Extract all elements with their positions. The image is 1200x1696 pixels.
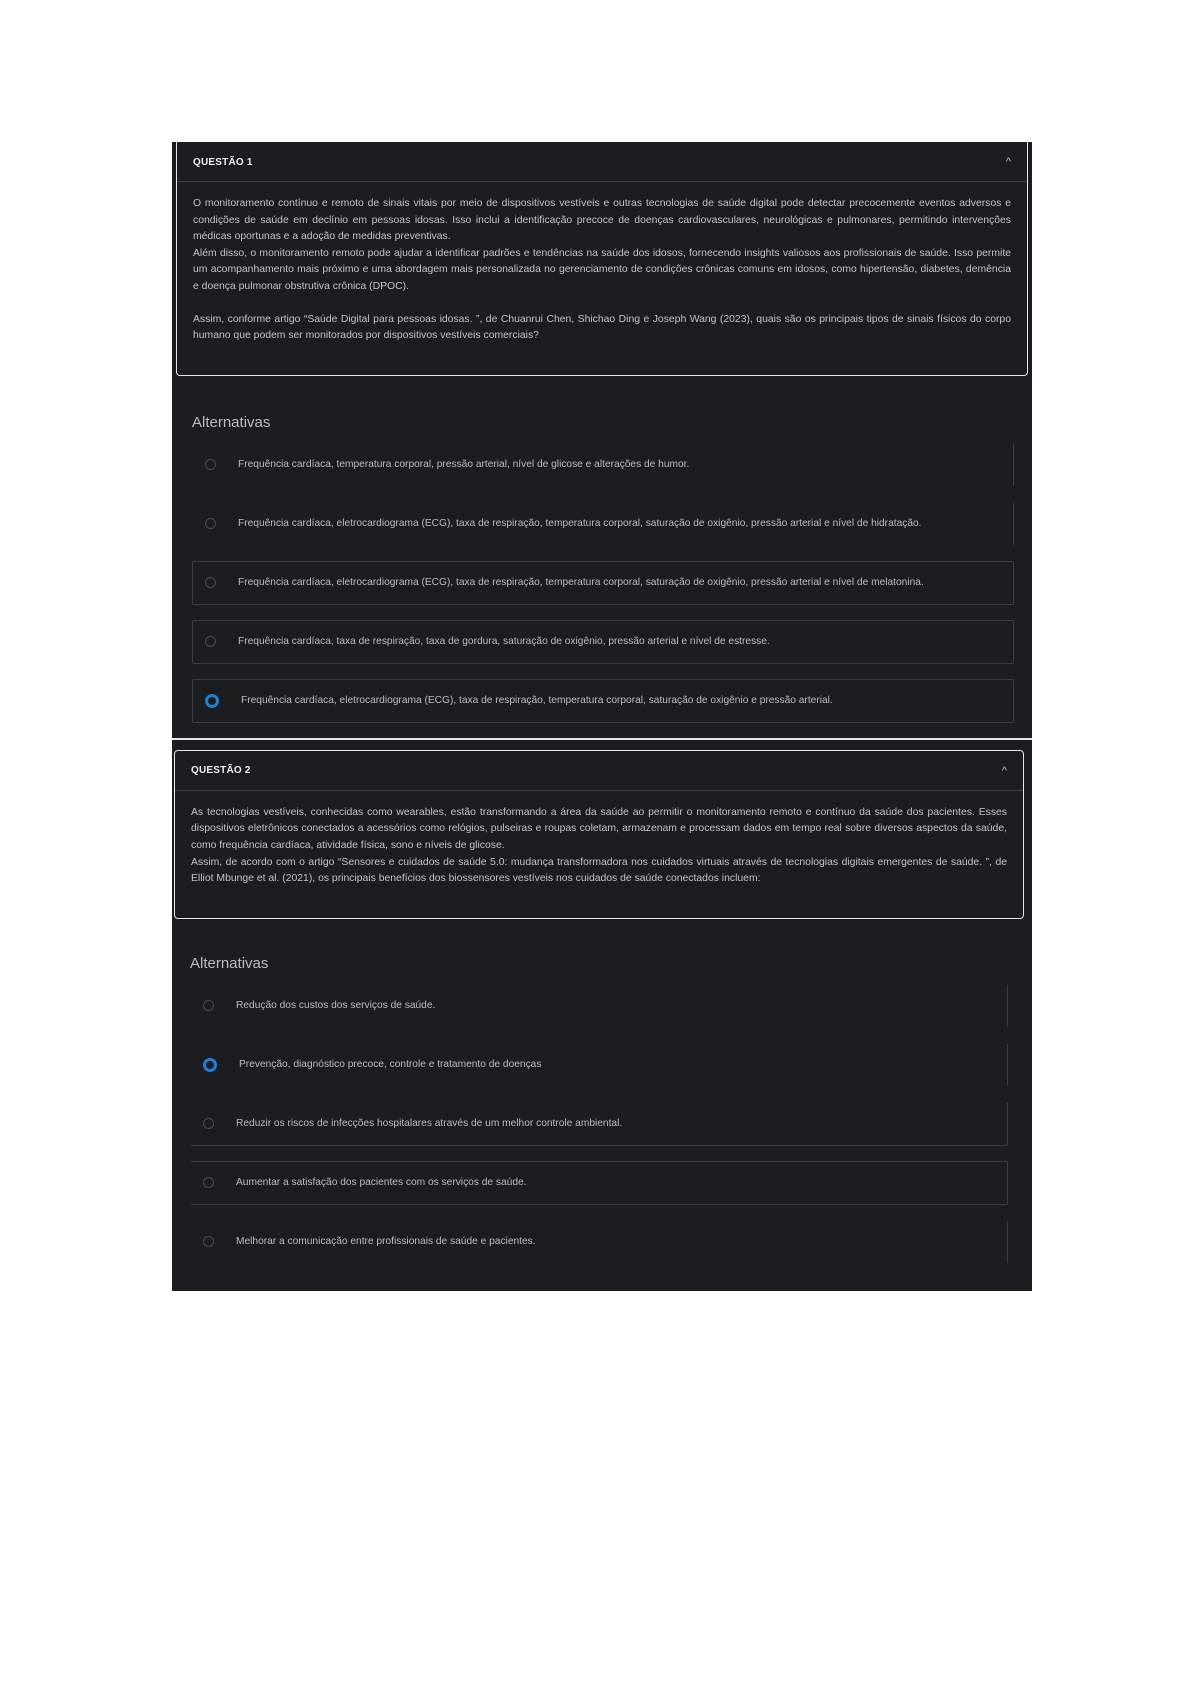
option-b[interactable] xyxy=(190,1043,1008,1087)
option-text: Prevenção, diagnóstico precoce, controle e tratamento de doenças xyxy=(239,1059,542,1071)
radio-button[interactable] xyxy=(203,1000,214,1011)
question-1-header[interactable] xyxy=(177,142,1027,182)
question-1-card xyxy=(176,142,1028,376)
option-a[interactable] xyxy=(190,984,1008,1028)
question-2-card xyxy=(174,750,1024,919)
option-text: Frequência cardíaca, eletrocardiograma (ECG), taxa de respiração, temperatura corporal, saturação de oxigênio, pressão arterial e nível de hidratação. xyxy=(238,518,922,530)
option-b[interactable] xyxy=(192,502,1014,546)
option-a[interactable] xyxy=(192,443,1014,487)
chevron-up-icon[interactable]: ^ xyxy=(1001,764,1007,777)
radio-button[interactable] xyxy=(205,459,216,470)
option-text: Frequência cardíaca, taxa de respiração, taxa de gordura, saturação de oxigênio, pressão arterial e nível de estresse. xyxy=(238,636,770,648)
radio-button[interactable] xyxy=(205,636,216,647)
option-text: Melhorar a comunicação entre profissionais de saúde e pacientes. xyxy=(236,1236,536,1248)
quiz-sheet xyxy=(172,142,1032,1291)
alternatives-heading: Alternativas xyxy=(190,954,269,972)
option-c[interactable] xyxy=(192,561,1014,605)
question-1-paragraph: Além disso, o monitoramento remoto pode ajudar a identificar padrões e tendências na saúde dos idosos, fornecendo insights valiosos aos profissionais de saúde. Isso permite um acompanhamento mais próximo e uma abordagem mais personalizada no gerenciamento de condições crônicas comuns em idosos, como hipertensão, diabetes, demência e doença pulmonar obstrutiva crônica (DPOC). xyxy=(193,247,1011,292)
option-text: Aumentar a satisfação dos pacientes com os serviços de saúde. xyxy=(236,1177,527,1189)
question-2-paragraph: As tecnologias vestíveis, conhecidas como wearables, estão transformando a área da saúde ao permitir o monitoramento remoto e contínuo da saúde dos pacientes. Esses dispositivos eletrônicos conectados a acessórios como relógios, pulseiras e roupas coletam, armazenam e processam dados em tempo real sobre diversos aspectos da saúde, como frequência cardíaca, atividade física, sono e níveis de glicose. xyxy=(191,806,1007,851)
option-c[interactable] xyxy=(190,1102,1008,1146)
radio-button[interactable] xyxy=(203,1118,214,1129)
radio-button-selected[interactable] xyxy=(203,1058,217,1072)
question-2-title: QUESTÃO 2 xyxy=(191,765,251,777)
question-1-title: QUESTÃO 1 xyxy=(193,156,253,168)
question-1-paragraph: O monitoramento contínuo e remoto de sinais vitais por meio de dispositivos vestíveis e outras tecnologias de saúde digital pode detectar precocemente eventos adversos e condições de saúde em declínio em pessoas idosas. Isso inclui a identificação precoce de doenças cardiovasculares, neurológicas e pulmonares, permitindo intervenções médicas oportunas e a adoção de medidas preventivas. xyxy=(193,198,1011,243)
radio-button[interactable] xyxy=(203,1177,214,1188)
question-2-statement xyxy=(175,791,1023,918)
chevron-up-icon[interactable]: ^ xyxy=(1005,156,1011,168)
radio-button-selected[interactable] xyxy=(205,694,219,708)
question-divider xyxy=(172,738,1032,740)
option-text: Redução dos custos dos serviços de saúde. xyxy=(236,1000,436,1012)
question-1-paragraph: Assim, conforme artigo “Saúde Digital para pessoas idosas. ”, de Chuanrui Chen, Shichao Ding e Joseph Wang (2023), quais são os principais tipos de sinais físicos do corpo humano que podem ser monitorados por dispositivos vestíveis comerciais? xyxy=(193,313,1011,342)
radio-button[interactable] xyxy=(205,518,216,529)
option-d[interactable] xyxy=(192,620,1014,664)
option-text: Reduzir os riscos de infecções hospitalares através de um melhor controle ambiental. xyxy=(236,1118,623,1130)
alternatives-heading: Alternativas xyxy=(192,413,271,431)
option-text: Frequência cardíaca, temperatura corporal, pressão arterial, nível de glicose e alterações de humor. xyxy=(238,459,690,471)
radio-button[interactable] xyxy=(203,1236,214,1247)
question-2-header[interactable] xyxy=(175,751,1023,791)
option-d[interactable] xyxy=(190,1161,1008,1205)
question-1-statement xyxy=(177,182,1027,375)
radio-button[interactable] xyxy=(205,577,216,588)
option-e[interactable] xyxy=(192,679,1014,723)
question-2 xyxy=(172,750,1032,1264)
option-e[interactable] xyxy=(190,1220,1008,1264)
option-text: Frequência cardíaca, eletrocardiograma (ECG), taxa de respiração, temperatura corporal, saturação de oxigênio e pressão arterial. xyxy=(241,695,833,707)
question-1 xyxy=(172,142,1032,723)
question-2-paragraph: Assim, de acordo com o artigo “Sensores e cuidados de saúde 5.0: mudança transformadora nos cuidados virtuais através de tecnologias digitais emergentes de saúde. ”, de Elliot Mbunge et al. (2021), os principais benefícios dos biossensores vestíveis nos cuidados de saúde conectados incluem: xyxy=(191,856,1007,885)
option-text: Frequência cardíaca, eletrocardiograma (ECG), taxa de respiração, temperatura corporal, saturação de oxigênio, pressão arterial e nível de melatonina. xyxy=(238,577,924,589)
